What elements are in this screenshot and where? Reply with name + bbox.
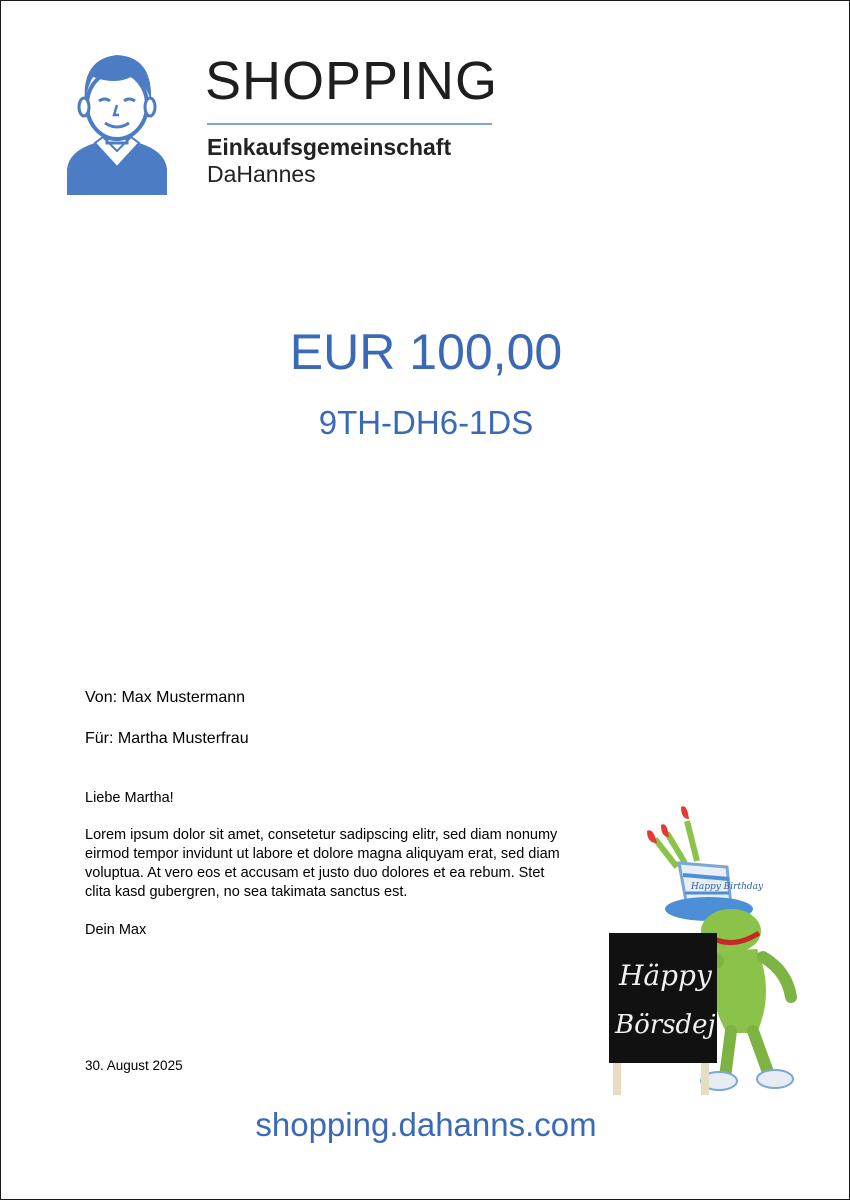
hat-text: Happy Birthday [691, 882, 764, 892]
voucher-code: 9TH-DH6-1DS [318, 404, 534, 441]
person-avatar-icon [65, 51, 169, 195]
birthday-frog-image [607, 801, 807, 1101]
letter-body: Lorem ipsum dolor sit amet, consetetur sadipscing elitr, sed diam nonumy eirmod tempor invidunt ut labore et dolore magna aliquyam erat, sed diam voluptua. At vero eos et accusam et justo duo dolores et ea rebum. Stet clita kasd gubergren, no sea takimata sanctus est. [85, 827, 560, 900]
letter-greeting: Liebe Martha! [85, 790, 174, 806]
recipient-line: Für: Martha Musterfrau [85, 730, 249, 747]
sender-line: Von: Max Mustermann [85, 689, 246, 706]
letter-signoff: Dein Max [85, 922, 147, 938]
brand-title: SHOPPING [205, 51, 499, 111]
voucher-amount: EUR 100,00 [289, 324, 563, 380]
footer-website: shopping.dahanns.com [255, 1106, 597, 1143]
chalkboard-line-2: Börsdej [615, 1010, 716, 1040]
brand-subtitle: Einkaufsgemeinschaft [207, 134, 452, 160]
brand-owner: DaHannes [207, 161, 316, 187]
letter-date: 30. August 2025 [85, 1058, 183, 1073]
brand-divider [207, 123, 492, 125]
chalkboard-line-1: Häppy [619, 959, 712, 992]
